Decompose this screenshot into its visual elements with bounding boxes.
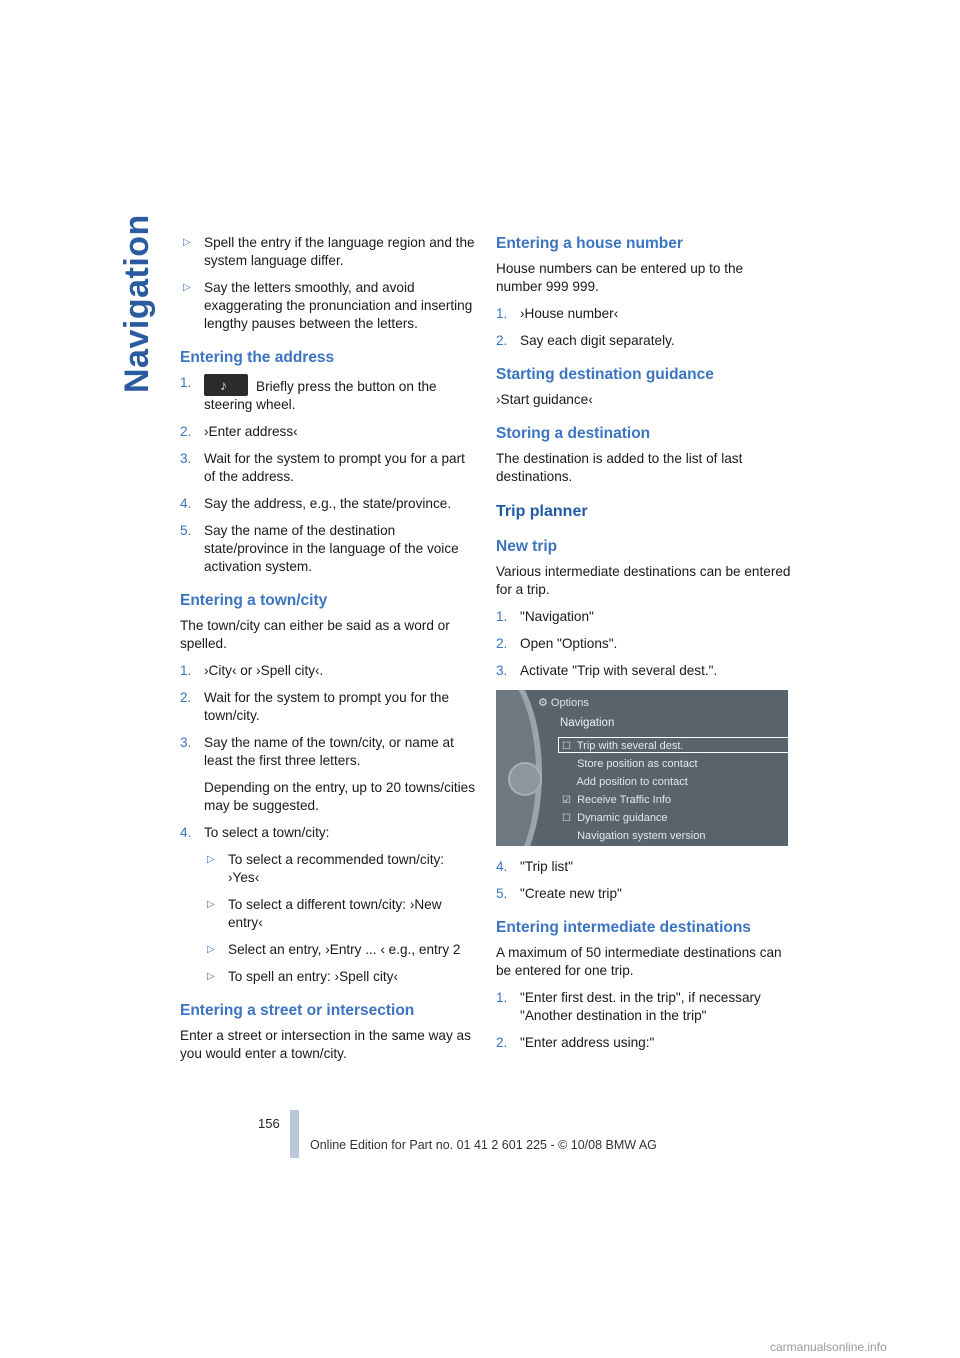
heading-house-number: Entering a house number (496, 235, 683, 252)
sub-bullet-item: ▷ Select an entry, ›Entry ... ‹ e.g., entry 2 (204, 941, 476, 959)
step-number: 1. (496, 990, 508, 1005)
heading-entering-street: Entering a street or intersection (180, 1002, 415, 1019)
bullet-item: ▷ Say the letters smoothly, and avoid exaggerating the pronunciation and inserting lengthy pauses between the letters. (180, 279, 476, 333)
store-text: The destination is added to the list of last destinations. (496, 451, 743, 484)
step-item (180, 689, 476, 725)
step-text: Say the address, e.g., the state/province. (204, 496, 452, 511)
heading-start-guidance: Starting destination guidance (496, 366, 714, 383)
section-tab-label: Navigation (118, 214, 156, 393)
checkbox-checked-icon: ☑ (562, 795, 571, 806)
step-text: "Trip list" (520, 859, 573, 874)
heading-entering-address: Entering the address (180, 349, 335, 366)
heading-new-trip: New trip (496, 538, 558, 555)
step-number: 2. (496, 333, 508, 348)
step-number: 2. (180, 690, 192, 705)
screen-menu-row: Store position as contact (577, 758, 698, 770)
step-item (496, 885, 792, 903)
step-item (496, 662, 792, 680)
step-number: 3. (180, 451, 192, 466)
step-item (180, 374, 476, 414)
step-text: Activate "Trip with several dest.". (520, 663, 718, 678)
step-item (180, 495, 476, 513)
step-number: 2. (180, 424, 192, 439)
step-item (180, 734, 476, 770)
street-text: Enter a street or intersection in the same way as you would enter a town/city. (180, 1028, 471, 1061)
right-column (496, 234, 792, 1061)
screen-menu-row: ☑ Receive Traffic Info (562, 791, 671, 810)
sub-bullet-item: ▷ To spell an entry: ›Spell city‹ (204, 968, 476, 986)
step-item (180, 522, 476, 576)
footer-accent-bar (290, 1110, 299, 1158)
section-tab (112, 214, 156, 398)
step-number: 5. (496, 886, 508, 901)
step-number: 4. (496, 859, 508, 874)
screen-menu-row: Add position to contact (576, 776, 688, 788)
new-trip-intro: Various intermediate destinations can be entered for a trip. (496, 564, 791, 597)
step-text: "Navigation" (520, 609, 594, 624)
heading-storing-destination: Storing a destination (496, 425, 651, 442)
step-number: 1. (180, 663, 192, 678)
step-item (496, 635, 792, 653)
step-text: To select a town/city: (204, 825, 330, 840)
step-item (496, 332, 792, 350)
step-text: "Enter first dest. in the trip", if necessary "Another destination in the trip" (520, 990, 761, 1023)
step-number: 1. (496, 306, 508, 321)
checkbox-icon: ☐ (562, 813, 571, 824)
screen-section-title: Navigation (560, 717, 615, 729)
heading-trip-planner: Trip planner (496, 503, 588, 520)
sub-bullet-item: ▷ To select a different town/city: ›New entry‹ (204, 896, 476, 932)
step-number: 1. (496, 609, 508, 624)
step-text: Wait for the system to prompt you for the town/city. (204, 690, 450, 723)
page-number: 156 (258, 1116, 280, 1131)
step-number: 4. (180, 825, 192, 840)
intermediate-intro: A maximum of 50 intermediate destinations can be entered for one trip. (496, 945, 782, 978)
step-text: Say the name of the destination state/province in the language of the voice activation system. (204, 523, 459, 574)
screen-menu-row: ☐ Dynamic guidance (562, 809, 668, 828)
step-note: Depending on the entry, up to 20 towns/cities may be suggested. (204, 780, 476, 813)
footer-edition: Online Edition for Part no. 01 41 2 601 225 - © 10/08 BMW AG (310, 1138, 657, 1152)
step-text: ›House number‹ (520, 306, 619, 321)
step-number: 3. (180, 735, 192, 750)
step-number: 1. (180, 375, 192, 390)
step-number: 2. (496, 636, 508, 651)
step-item (180, 662, 476, 680)
step-text: "Create new trip" (520, 886, 622, 901)
step-text: Wait for the system to prompt you for a part of the address. (204, 451, 465, 484)
step-item (180, 423, 476, 441)
step-number: 5. (180, 523, 192, 538)
step-item (496, 1034, 792, 1052)
step-item (496, 858, 792, 876)
house-intro: House numbers can be entered up to the number 999 999. (496, 261, 744, 294)
sub-bullet-list (180, 851, 476, 986)
step-text: Open "Options". (520, 636, 618, 651)
step-text: Say the name of the town/city, or name at least the first three letters. (204, 735, 454, 768)
step-item (496, 989, 792, 1025)
sub-bullet-item: ▷ To select a recommended town/city: ›Yes‹ (204, 851, 476, 887)
screen-header-label: Options (550, 697, 589, 709)
step-item (180, 824, 476, 842)
step-text: "Enter address using:" (520, 1035, 655, 1050)
watermark: carmanualsonline.info (770, 1340, 887, 1354)
town-intro: The town/city can either be said as a word or spelled. (180, 618, 450, 651)
screen-menu-row: ☐ Trip with several dest. (562, 737, 683, 756)
controller-knob-icon (508, 762, 542, 796)
heading-entering-town: Entering a town/city (180, 592, 328, 609)
start-text: ›Start guidance‹ (496, 392, 593, 407)
step-number: 2. (496, 1035, 508, 1050)
step-item (496, 608, 792, 626)
voice-button-icon (204, 374, 248, 396)
heading-intermediate-destinations: Entering intermediate destinations (496, 919, 751, 936)
checkbox-icon: ☐ (562, 741, 571, 752)
left-column (180, 234, 476, 1072)
step-text: Briefly press the button on the steering wheel. (204, 379, 437, 412)
step-item (180, 450, 476, 486)
step-number: 4. (180, 496, 192, 511)
screen-header: ⚙ Options (538, 697, 589, 709)
step-text: ›Enter address‹ (204, 424, 298, 439)
options-menu-screenshot (496, 690, 788, 846)
step-item (496, 305, 792, 323)
bullet-item: ▷ Spell the entry if the language region and the system language differ. (180, 234, 476, 270)
step-number: 3. (496, 663, 508, 678)
step-text: Say each digit separately. (520, 333, 675, 348)
step-text: ›City‹ or ›Spell city‹. (204, 663, 324, 678)
screen-menu-row: Navigation system version (577, 830, 706, 842)
